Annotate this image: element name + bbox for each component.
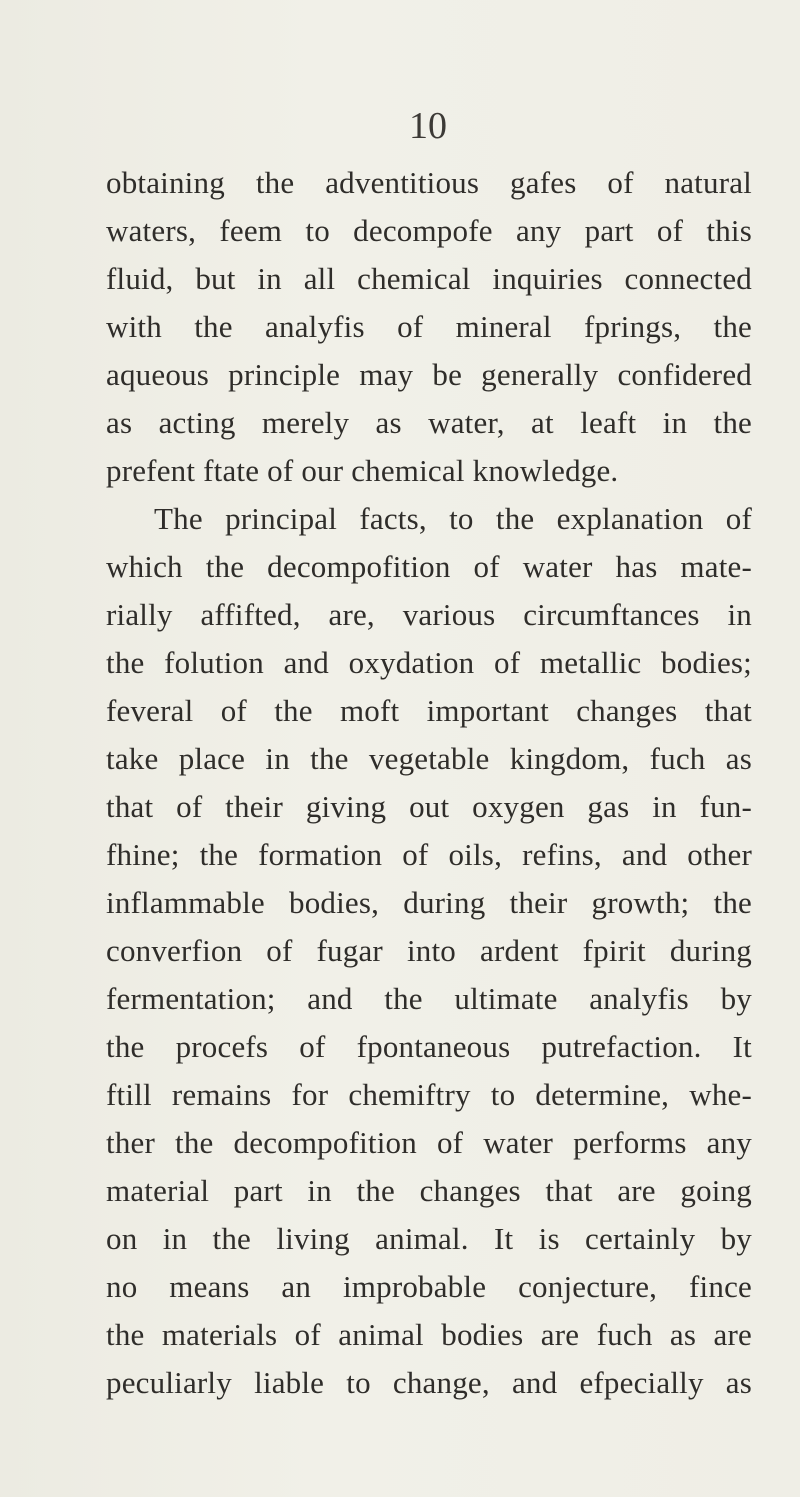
text-line: no means an improbable conjecture, fince <box>106 1269 752 1304</box>
text-line: the materials of animal bodies are fuch as are <box>106 1317 752 1352</box>
text-line: inflammable bodies, during their growth; the <box>106 885 752 920</box>
text-line: fermentation; and the ultimate analyfis by <box>106 981 752 1016</box>
text-line: ftill remains for chemiftry to determine, whe- <box>106 1077 752 1112</box>
text-line: the folution and oxydation of metallic bodies; <box>106 645 752 680</box>
text-line: prefent ftate of our chemical knowledge. <box>106 453 619 488</box>
text-line: peculiarly liable to change, and efpecially as <box>106 1365 752 1400</box>
text-line: that of their giving out oxygen gas in fun- <box>106 789 752 824</box>
paragraph-first-line: The principal facts, to the explanation of <box>154 501 752 536</box>
text-line: ther the decompofition of water performs any <box>106 1125 752 1160</box>
text-line: waters, feem to decompofe any part of this <box>106 213 752 248</box>
text-line: the procefs of fpontaneous putrefaction. It <box>106 1029 752 1064</box>
text-line: take place in the vegetable kingdom, fuch as <box>106 741 752 776</box>
text-line: with the analyfis of mineral fprings, the <box>106 309 752 344</box>
page-number: 10 <box>409 105 447 147</box>
text-line: on in the living animal. It is certainly by <box>106 1221 752 1256</box>
text-line: fluid, but in all chemical inquiries connected <box>106 261 752 296</box>
text-line: material part in the changes that are going <box>106 1173 752 1208</box>
text-line: obtaining the adventitious gafes of natural <box>106 165 752 200</box>
text-line: rially affifted, are, various circumftances in <box>106 597 752 632</box>
text-line: feveral of the moft important changes that <box>106 693 752 728</box>
text-line: fhine; the formation of oils, refins, and other <box>106 837 752 872</box>
text-line: which the decompofition of water has mate- <box>106 549 752 584</box>
text-line: aqueous principle may be generally confidered <box>106 357 752 392</box>
text-line: as acting merely as water, at leaft in the <box>106 405 752 440</box>
text-line: converfion of fugar into ardent fpirit during <box>106 933 752 968</box>
